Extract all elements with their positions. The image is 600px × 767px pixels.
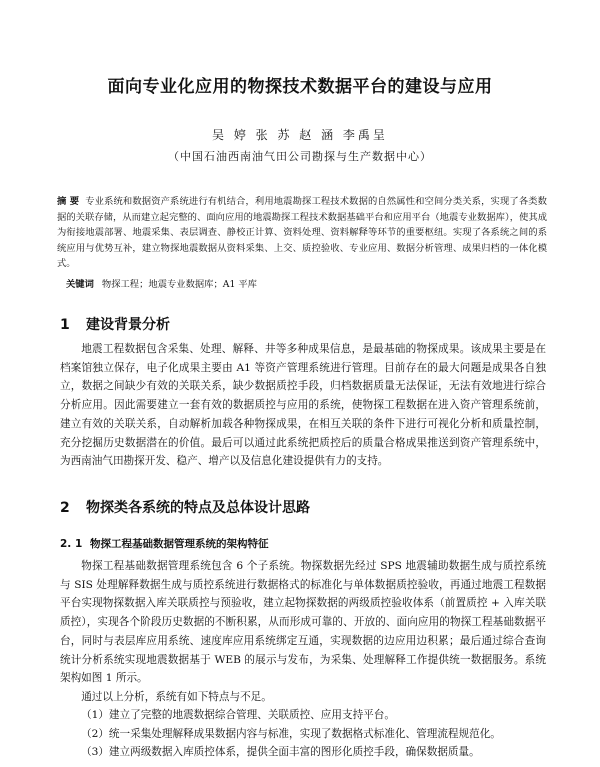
- section-2-heading: [60, 497, 310, 517]
- section-2-1-heading: [60, 536, 269, 551]
- section-1-title: 建设背景分析: [86, 317, 170, 333]
- section-2-1-text: 物探工程基础数据管理系统包含 6 个子系统。物探数据先经过 SPS 地震辅助数据生成与质控系统与 SIS 处理解释数据生成与质控系统进行数据格式的标准化与单体数据质控验收，再通过地震工程数据平台实现物探数据入库关联质控与预验收，建立起物探数据的两级质控验收体系（前置质控 + 入库关联质控），实现各个阶段历史数据的不断积累，从而形成可靠的、开放的、面向应用的物探工程基础数据平台，同时与表层库应用系统、速度库应用系统绑定互通，实现数据的边应用边积累；最后通过综合查询统计分析系统实现地震数据基于 WEB 的展示与发布，为采集、处理解释工作提供统一数据服务。系统架构如图 1 所示。: [60, 560, 546, 685]
- abstract-label: 摘 要: [57, 196, 80, 207]
- section-2-title: 物探类各系统的特点及总体设计思路: [86, 500, 310, 516]
- paper-title: 面向专业化应用的物探技术数据平台的建设与应用: [107, 77, 493, 97]
- section-2-1-paragraph: [60, 557, 546, 707]
- author-list: 吴 婷 张 苏 赵 涵 李禹呈: [212, 128, 388, 142]
- abstract-text: 专业系统和数据资产系统进行有机结合，利用地震勘探工程技术数据的自然属性和空间分类关系，实现了各类数据的关联存储，从而建立起完整的、面向应用的地震勘探工程技术数据基础平台和应用平台（地震专业数据库），使其成为衔接地震部署、地震采集、表层调查、静校正计算、资料处理、资料解释等环节的重要枢纽。实现了各系统之间的系统应用与优势互补，建立物探地震数据从资料采集、上交、质控验收、专业应用、数据分析管理、成果归档的一体化模式。: [57, 196, 547, 269]
- section-1-number: 1: [60, 317, 70, 333]
- list-item: （1）建立了完整的地震数据综合管理、关联质控、应用支持平台。: [81, 709, 395, 721]
- section-2-1-number: 2. 1: [60, 538, 83, 550]
- section-1-paragraph: [60, 340, 546, 471]
- keywords-label: 关键词: [66, 279, 94, 290]
- abstract-block: [57, 194, 547, 272]
- feature-list: [60, 706, 546, 762]
- section-2-1-intro: 通过以上分析，系统有如下特点与不足。: [81, 690, 272, 703]
- section-1-text: 地震工程数据包含采集、处理、解释、井等多种成果信息，是最基础的物探成果。该成果主要是在档案馆独立保存，电子化成果主要由 A1 等资产管理系统进行管理。目前存在的最大问题是成果各自独立，数据之间缺少有效的关联关系，缺少数据质控手段，归档数据质量无法保证，无法有效地进行综合分析应用。因此需要建立一套有效的数据质控与应用的系统，使物探工程数据在进入资产管理系统前，建立有效的关联关系，自动解析加载各种物探成果，在相互关联的条件下进行可视化分析和质量控制，充分挖掘历史数据潜在的价值。最后可以通过此系统把质控后的质量合格成果推送到资产管理系统中，为西南油气田勘探开发、稳产、增产以及信息化建设提供有力的支持。: [60, 343, 546, 468]
- keywords-text: 物探工程；地震专业数据库；A1 平库: [101, 279, 257, 290]
- section-1-heading: [60, 314, 170, 334]
- section-2-1-title: 物探工程基础数据管理系统的架构特征: [90, 538, 269, 550]
- list-item: （3）建立两级数据入库质控体系，提供全面丰富的图形化质控手段，确保数据质量。: [81, 746, 480, 759]
- list-item: （2）统一采集处理解释成果数据内容与标准，实现了数据格式标准化、管理流程规范化。: [81, 727, 501, 740]
- keywords-block: [66, 278, 546, 292]
- affiliation: （中国石油西南油气田公司勘探与生产数据中心）: [168, 150, 432, 163]
- section-2-number: 2: [60, 500, 70, 516]
